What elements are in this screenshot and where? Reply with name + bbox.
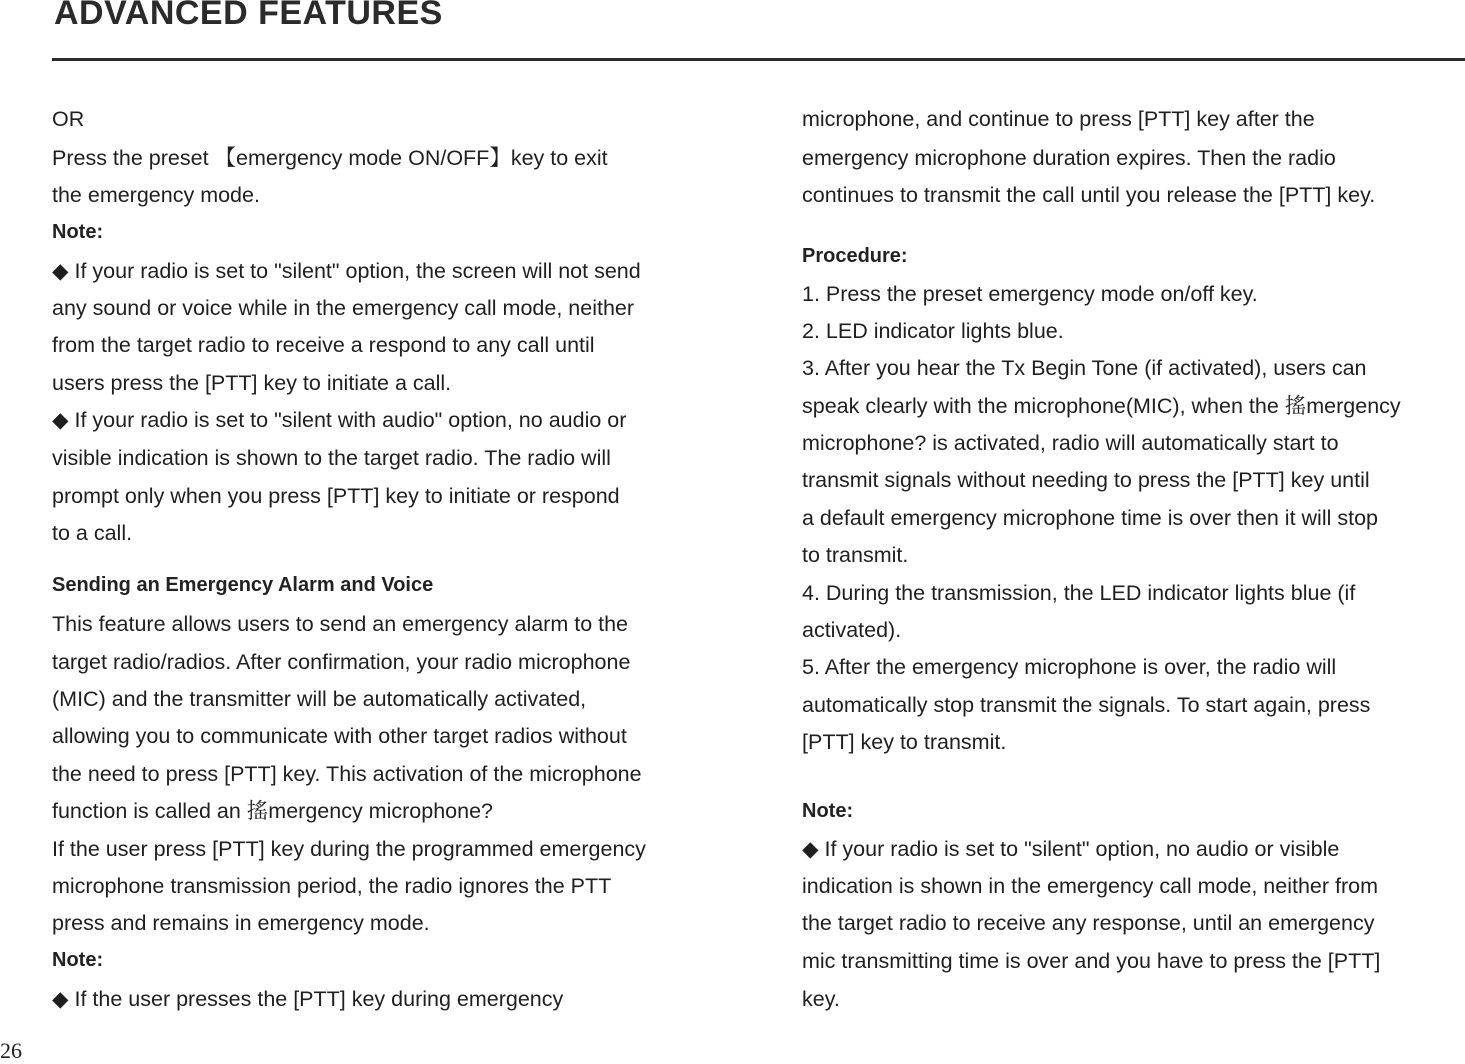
page-number: 26 <box>0 1038 22 1063</box>
text-line: 2. LED indicator lights blue. <box>802 319 1064 343</box>
text-line: ◆ If your radio is set to "silent with audio" option, no audio or <box>52 408 627 432</box>
text-line: emergency microphone duration expires. Then the radio <box>802 146 1336 170</box>
text-line: visible indication is shown to the target radio. The radio will <box>52 446 611 470</box>
text-line: 4. During the transmission, the LED indicator lights blue (if <box>802 581 1356 605</box>
text-line: press and remains in emergency mode. <box>52 911 430 935</box>
text-line: the emergency mode. <box>52 183 260 207</box>
note-heading: Note: <box>802 800 854 822</box>
note-heading: Note: <box>52 949 104 971</box>
text-line: ◆ If your radio is set to "silent" option, no audio or visible <box>802 837 1340 861</box>
text-line: function is called an 搖mergency microphone? <box>52 799 493 823</box>
text-line: users press the [PTT] key to initiate a call. <box>52 371 452 395</box>
text-line: 1. Press the preset emergency mode on/off key. <box>802 282 1258 306</box>
text-line: from the target radio to receive a respond to any call until <box>52 333 595 357</box>
text-line: automatically stop transmit the signals. To start again, press <box>802 693 1371 717</box>
text-line: ◆ If your radio is set to "silent" option, the screen will not send <box>52 259 641 283</box>
text-line: [PTT] key to transmit. <box>802 730 1007 754</box>
text-line: continues to transmit the call until you release the [PTT] key. <box>802 183 1376 207</box>
text-line: microphone transmission period, the radio ignores the PTT <box>52 874 612 898</box>
text-line: Press the preset 【emergency mode ON/OFF】key to exit <box>52 146 608 170</box>
header-divider <box>52 58 1465 61</box>
text-line: the need to press [PTT] key. This activation of the microphone <box>52 762 642 786</box>
text-line: microphone? is activated, radio will automatically start to <box>802 431 1339 455</box>
text-line: ◆ If the user presses the [PTT] key during emergency <box>52 987 564 1011</box>
page-title: ADVANCED FEATURES <box>54 0 443 32</box>
text-line: This feature allows users to send an emergency alarm to the <box>52 612 629 636</box>
text-line: indication is shown in the emergency call mode, neither from <box>802 874 1379 898</box>
text-line: 5. After the emergency microphone is over, the radio will <box>802 655 1337 679</box>
text-line: to a call. <box>52 521 133 545</box>
text-line: 3. After you hear the Tx Begin Tone (if activated), users can <box>802 356 1367 380</box>
text-line: allowing you to communicate with other target radios without <box>52 724 627 748</box>
text-line: transmit signals without needing to press the [PTT] key until <box>802 468 1370 492</box>
text-line: OR <box>52 107 85 131</box>
text-line: the target radio to receive any response, until an emergency <box>802 911 1375 935</box>
text-line: target radio/radios. After confirmation, your radio microphone <box>52 650 631 674</box>
text-line: key. <box>802 987 840 1011</box>
text-line: microphone, and continue to press [PTT] key after the <box>802 107 1315 131</box>
text-line: (MIC) and the transmitter will be automatically activated, <box>52 687 587 711</box>
section-heading: Sending an Emergency Alarm and Voice <box>52 574 434 596</box>
text-line: prompt only when you press [PTT] key to initiate or respond <box>52 484 620 508</box>
text-line: any sound or voice while in the emergency call mode, neither <box>52 296 635 320</box>
text-line: a default emergency microphone time is over then it will stop <box>802 506 1378 530</box>
text-line: speak clearly with the microphone(MIC), when the 搖mergency <box>802 394 1401 418</box>
note-heading: Note: <box>52 221 104 243</box>
procedure-heading: Procedure: <box>802 245 908 267</box>
text-line: activated). <box>802 618 902 642</box>
text-line: If the user press [PTT] key during the programmed emergency <box>52 837 646 861</box>
text-line: to transmit. <box>802 543 909 567</box>
text-line: mic transmitting time is over and you have to press the [PTT] <box>802 949 1381 973</box>
